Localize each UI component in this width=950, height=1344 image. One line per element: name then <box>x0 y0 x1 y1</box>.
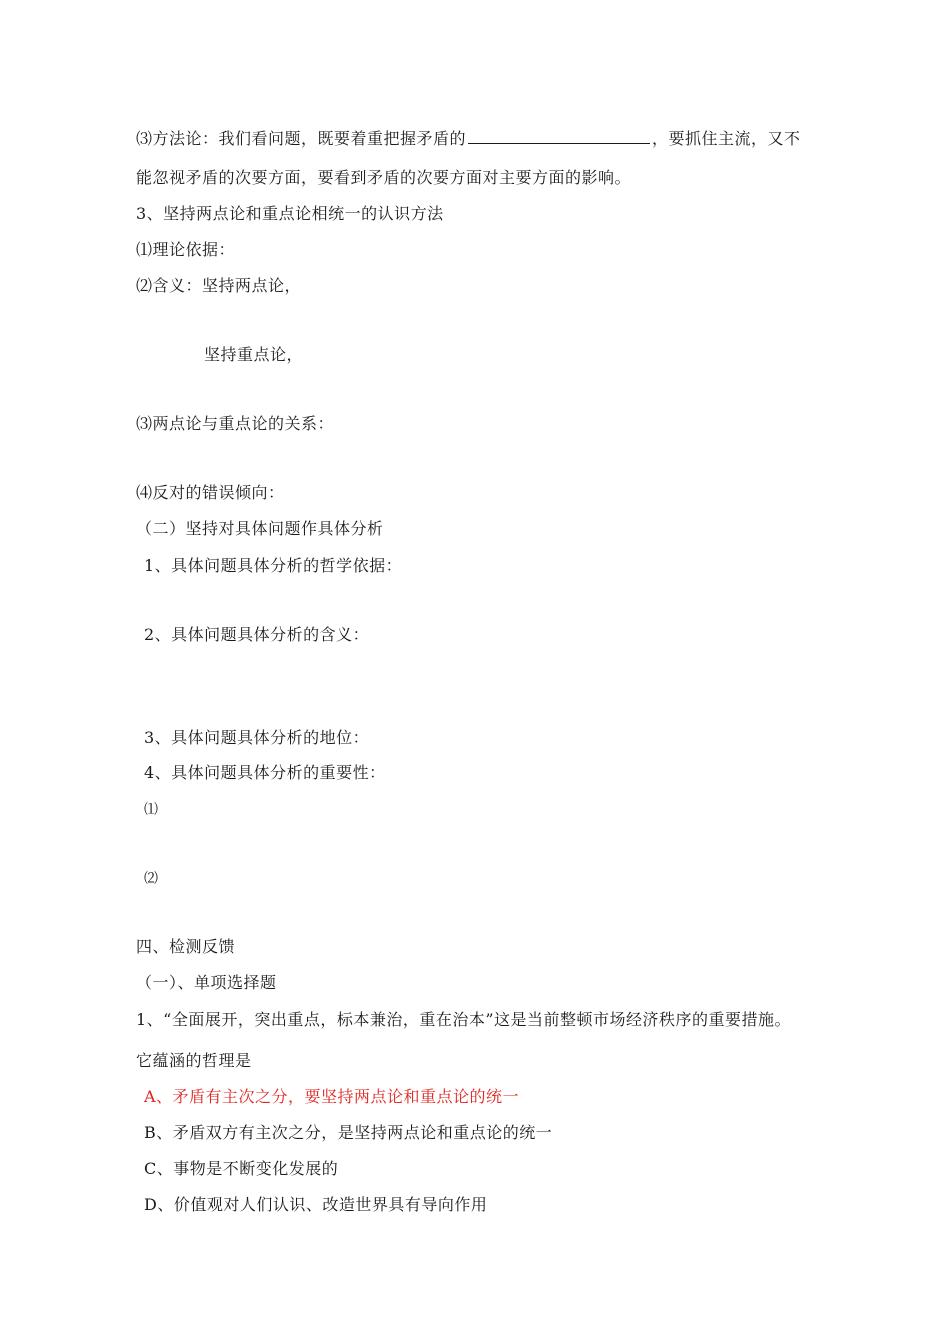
analysis-item-1: 1、具体问题具体分析的哲学依据： <box>144 556 403 575</box>
methodology-line <box>136 127 801 150</box>
importance-point-1: ⑴ <box>144 802 159 818</box>
section-heading-3: 3、坚持两点论和重点论相统一的认识方法 <box>136 204 444 223</box>
relation-item: ⑶两点论与重点论的关系： <box>136 414 335 433</box>
analysis-item-4: 4、具体问题具体分析的重要性： <box>144 763 386 782</box>
meaning-item: ⑵含义：坚持两点论， <box>136 276 302 295</box>
meaning-item-sub: 坚持重点论， <box>204 345 304 364</box>
theory-basis-item: ⑴理论依据： <box>136 240 236 259</box>
analysis-item-3: 3、具体问题具体分析的地位： <box>144 728 370 747</box>
question-stem: 1、“全面展开，突出重点，标本兼治，重在治本”这是当前整顿市场经济秩序的重要措施。 <box>136 1010 792 1029</box>
methodology-text-cont: ，要抓住主流，又不 <box>652 129 801 148</box>
subsection-heading: （二）坚持对具体问题作具体分析 <box>136 519 384 538</box>
single-choice-heading: （一）、单项选择题 <box>136 973 277 992</box>
section-heading-4: 四、检测反馈 <box>136 937 236 956</box>
importance-point-2: ⑵ <box>144 871 159 887</box>
option-b: B、矛盾双方有主次之分，是坚持两点论和重点论的统一 <box>144 1123 553 1142</box>
option-c: C、事物是不断变化发展的 <box>144 1159 339 1178</box>
wrong-tendency-item: ⑷反对的错误倾向： <box>136 483 285 502</box>
methodology-line-2: 能忽视矛盾的次要方面，要看到矛盾的次要方面对主要方面的影响。 <box>136 168 632 187</box>
analysis-item-2: 2、具体问题具体分析的含义： <box>144 625 370 644</box>
methodology-text: ⑶方法论：我们看问题，既要着重把握矛盾的 <box>136 129 467 148</box>
fill-in-blank[interactable] <box>468 127 650 144</box>
option-d: D、价值观对人们认识、改造世界具有导向作用 <box>144 1195 488 1214</box>
option-a-answer: A、矛盾有主次之分，要坚持两点论和重点论的统一 <box>144 1087 520 1106</box>
question-stem-cont: 它蕴涵的哲理是 <box>136 1051 252 1070</box>
